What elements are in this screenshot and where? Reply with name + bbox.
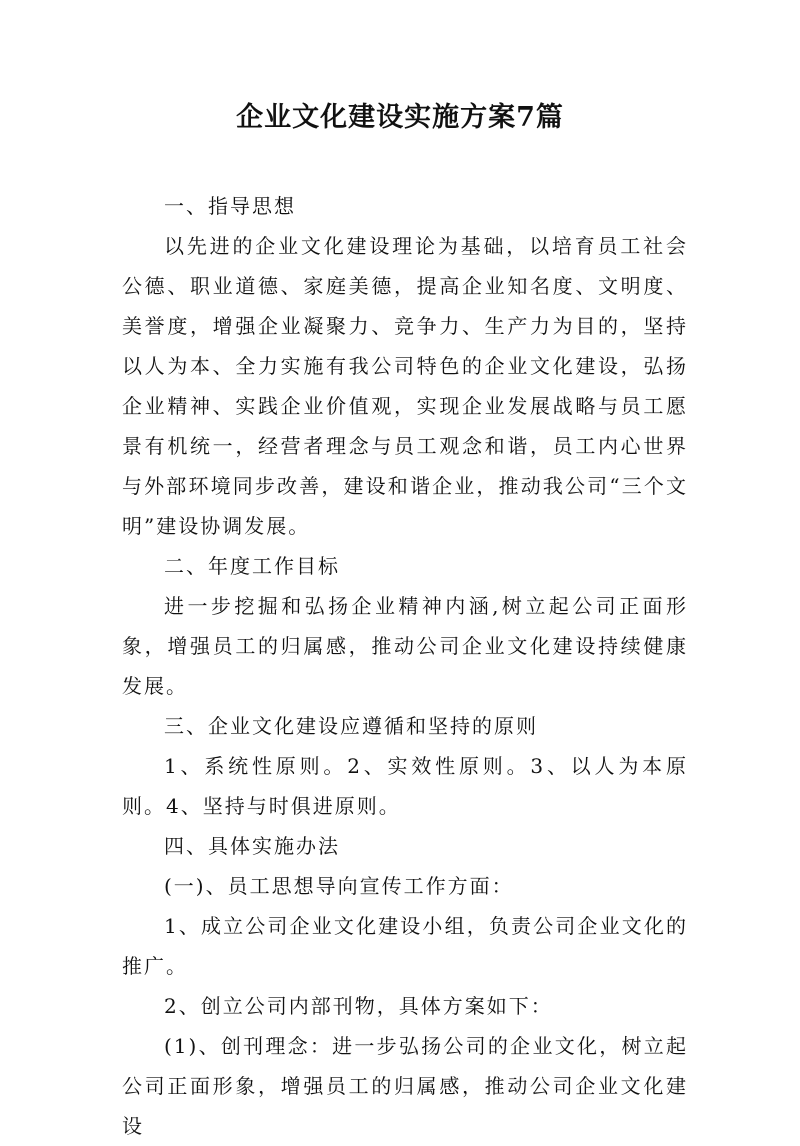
document-title: 企业文化建设实施方案7篇 — [236, 102, 564, 133]
list-item-2: 2、创立公司内部刊物，具体方案如下： — [164, 994, 553, 1018]
subsection-heading-publicity: (一)、员工思想导向宣传工作方面： — [164, 874, 514, 898]
section-heading-guiding-ideology: 一、指导思想 — [164, 194, 296, 218]
paragraph-guiding-ideology: 以先进的企业文化建设理论为基础，以培育员工社会公德、职业道德、家庭美德，提高企业知名度、文明度、美誉度，增强企业凝聚力、竞争力、生产力为目的，坚持以人为本、全力实施有我公司特色的企业文化建设，弘扬企业精神、实践企业价值观，实现企业发展战略与员工愿景有机统一，经营者理念与员工观念和谐，员工内心世界与外部环境同步改善，建设和谐企业，推动我公司“三个文明”建设协调发展。 — [122, 234, 688, 538]
paragraph-principles: 1、系统性原则。2、实效性原则。3、以人为本原则。4、坚持与时俱进原则。 — [122, 754, 688, 818]
paragraph-annual-goals: 进一步挖掘和弘扬企业精神内涵,树立起公司正面形象，增强员工的归属感，推动公司企业文化建设持续健康发展。 — [122, 594, 688, 698]
section-heading-principles: 三、企业文化建设应遵循和坚持的原则 — [164, 714, 538, 738]
section-heading-annual-goals: 二、年度工作目标 — [164, 554, 340, 578]
list-item-1: 1、成立公司企业文化建设小组，负责公司企业文化的推广。 — [122, 914, 688, 978]
section-heading-implementation: 四、具体实施办法 — [164, 834, 340, 858]
document-body — [122, 186, 688, 1146]
list-item-2-1: (1)、创刊理念：进一步弘扬公司的企业文化，树立起公司正面形象，增强员工的归属感，推动公司企业文化建设 — [122, 1034, 688, 1138]
